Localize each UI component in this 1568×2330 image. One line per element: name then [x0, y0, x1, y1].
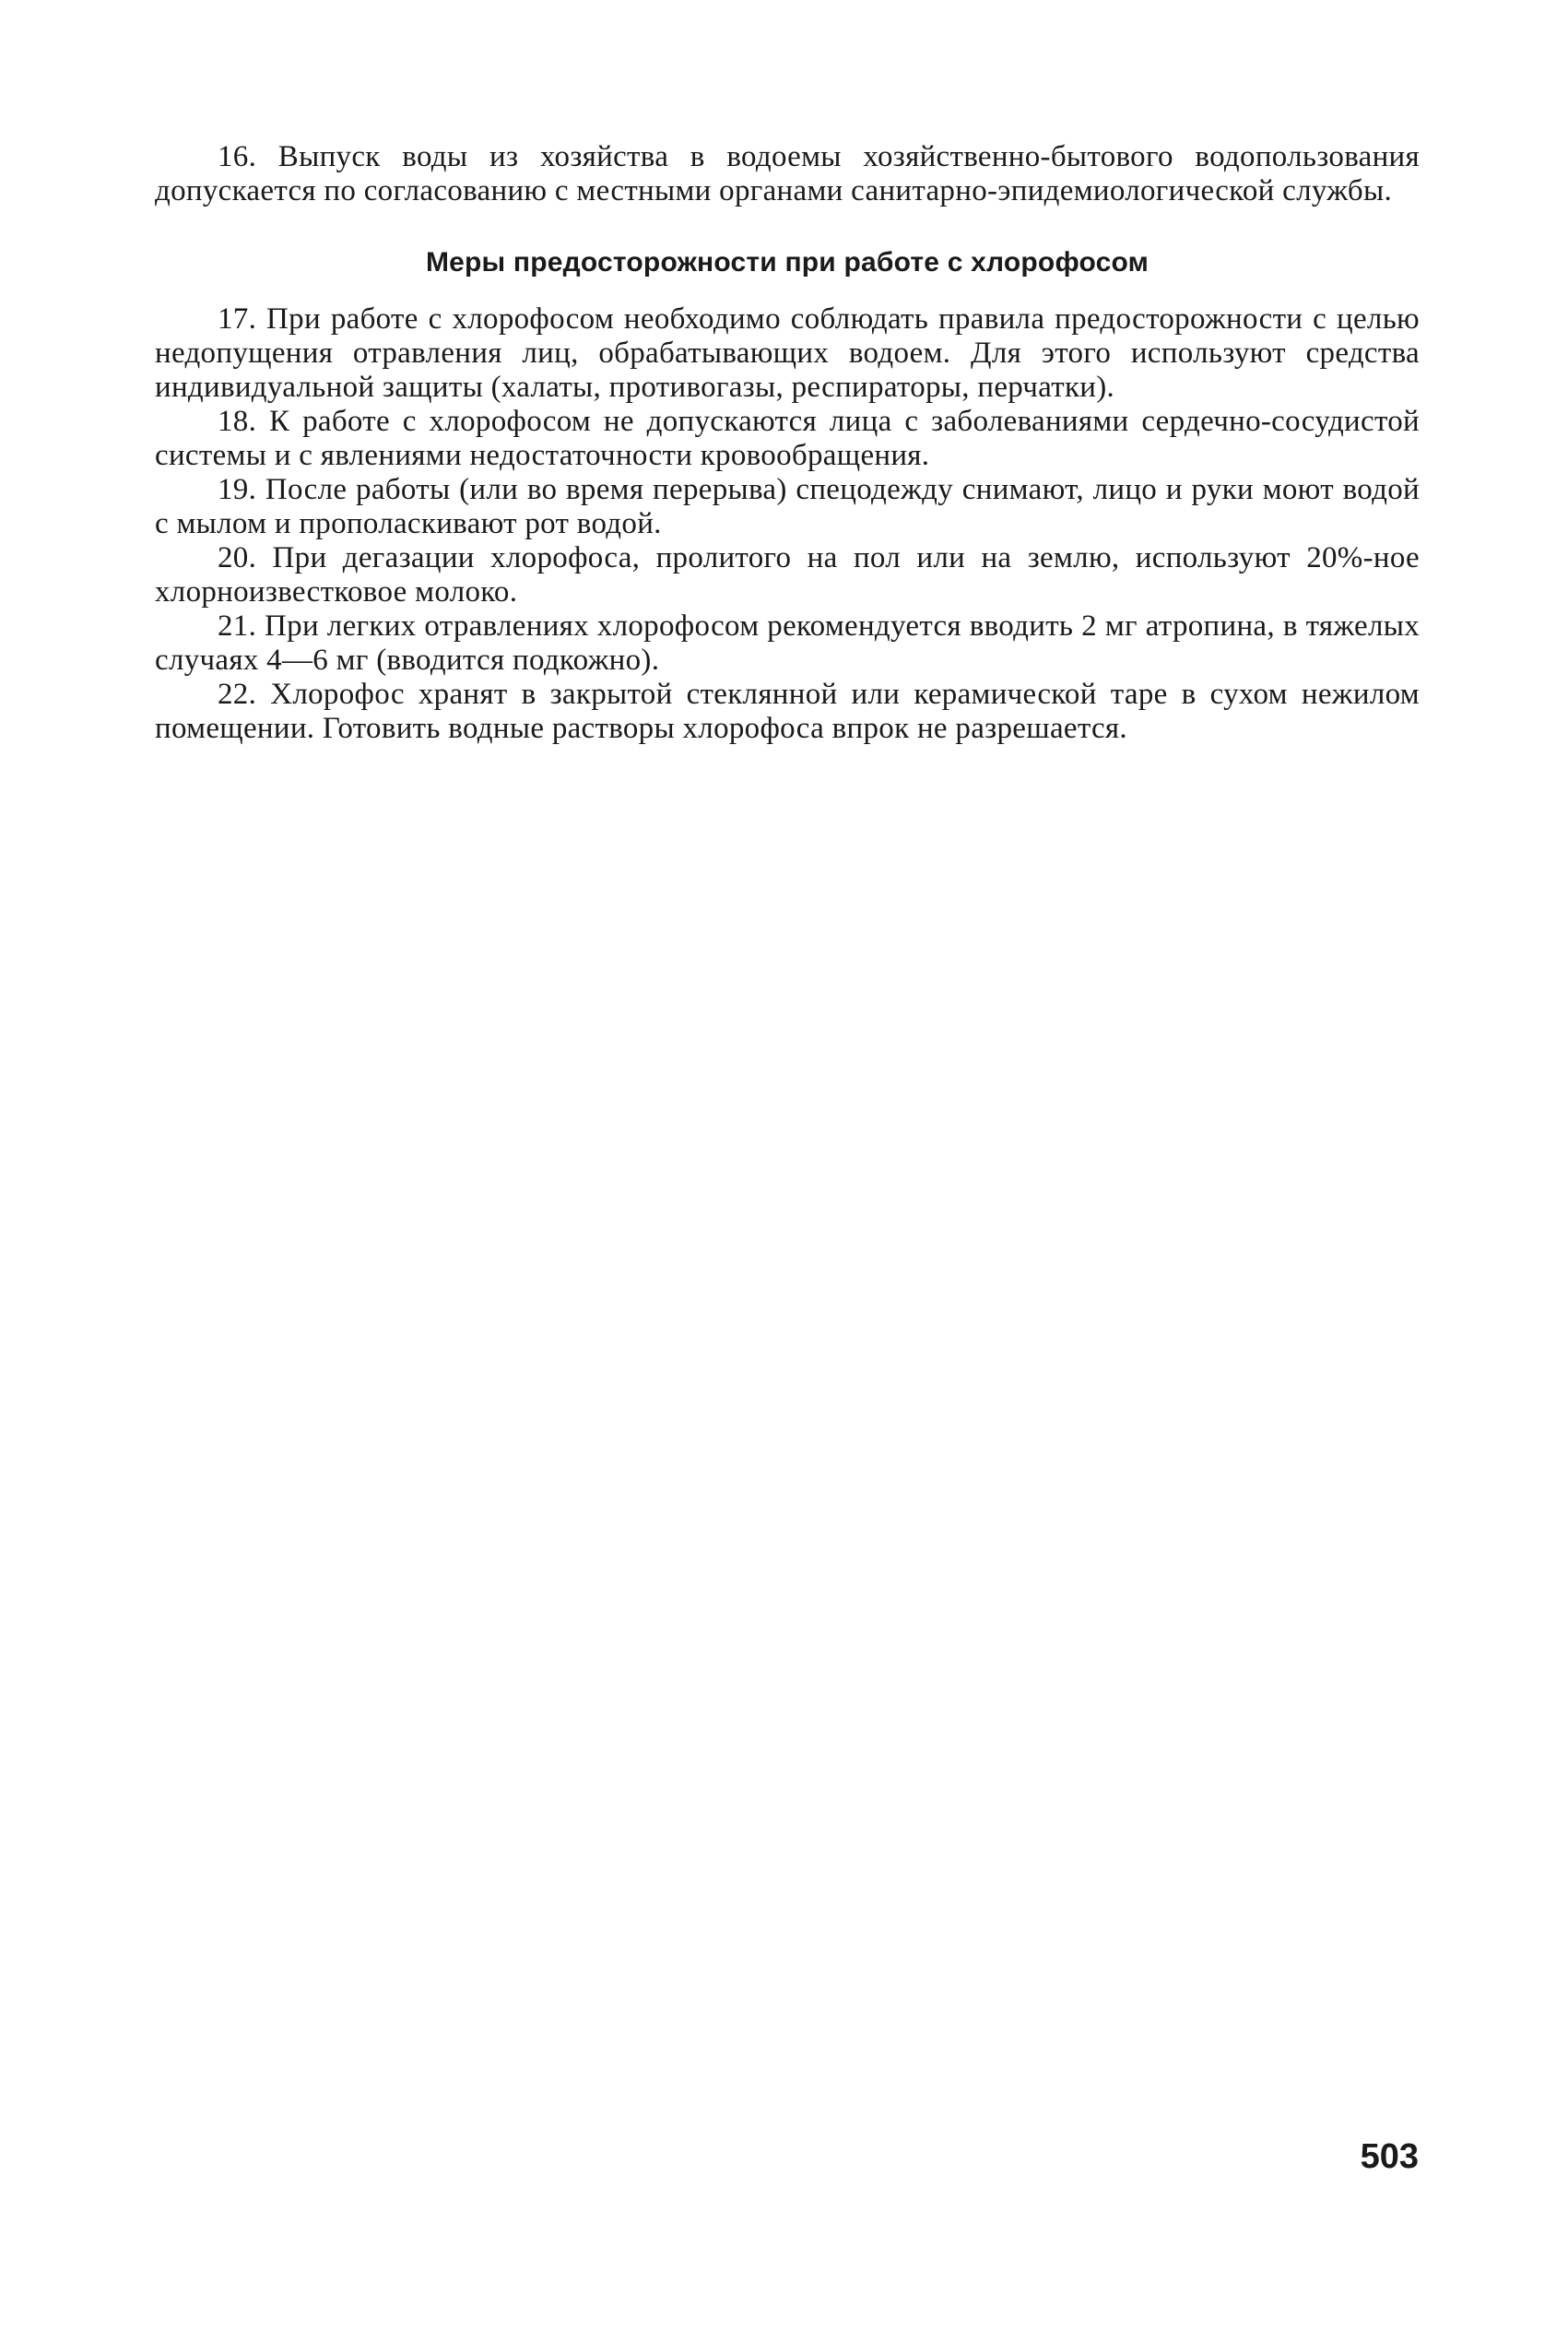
paragraph-20: 20. При дегазации хлорофоса, пролитого на пол или на землю, используют 20%-ное хлорноизвестковое молоко. — [155, 541, 1420, 609]
paragraph-19: 19. После работы (или во время перерыва) спецодежду снимают, лицо и руки моют водой с мылом и прополаскивают рот водой. — [155, 473, 1420, 540]
page-number: 503 — [1360, 2137, 1419, 2176]
paragraph-18: 18. К работе с хлорофосом не допускаются лица с заболеваниями сердечно-сосудистой системы и с явлениями недостаточности кровообращения. — [155, 405, 1420, 472]
paragraph-17: 17. При работе с хлорофосом необходимо соблюдать правила предосторожности с целью недопущения отравления лиц, обрабатывающих водоем. Для этого используют средства индивидуальной защиты (халаты, противогазы, респираторы, перчатки). — [155, 302, 1420, 404]
section-heading: Меры предосторожности при работе с хлорофосом — [425, 247, 1149, 278]
document-page — [155, 140, 1420, 746]
paragraph-21: 21. При легких отравлениях хлорофосом рекомендуется вводить 2 мг атропина, в тяжелых случаях 4—6 мг (вводится подкожно). — [155, 609, 1420, 677]
paragraph-22: 22. Хлорофос хранят в закрытой стеклянной или керамической таре в сухом нежилом помещении. Готовить водные растворы хлорофоса впрок не разрешается. — [155, 678, 1420, 745]
paragraph-16: 16. Выпуск воды из хозяйства в водоемы хозяйственно-бытового водопользования допускается по согласованию с местными органами санитарно-эпидемиологической службы. — [155, 140, 1420, 207]
